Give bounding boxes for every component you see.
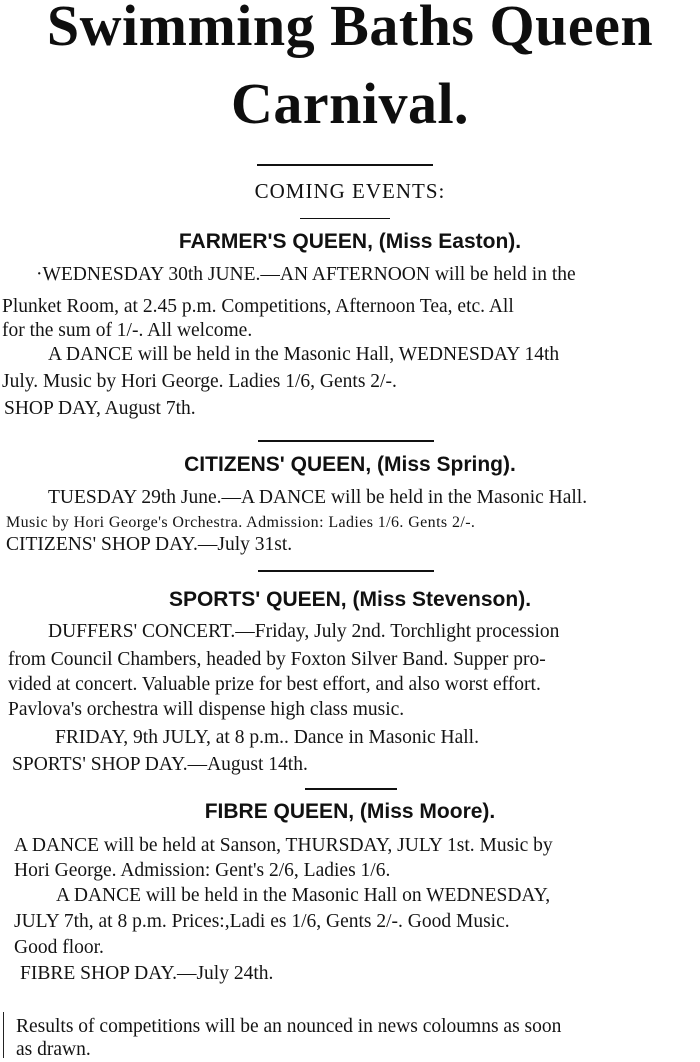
farmers-line: ·WEDNESDAY 30th JUNE.—AN AFTERNOON will be held in the [36,264,576,285]
footer-line: as drawn. [16,1039,91,1060]
farmers-queen-heading [0,230,700,254]
fibre-line: FIBRE SHOP DAY.—July 24th. [20,963,274,984]
citizens-line: TUESDAY 29th June.—A DANCE will be held in the Masonic Hall. [48,487,588,508]
divider-rule [258,440,434,442]
fibre-queen-title: FIBRE QUEEN, [204,800,355,823]
sports-queen-candidate: (Miss Stevenson). [352,588,532,611]
divider-rule [258,570,434,572]
farmers-line: for the sum of 1/-. All welcome. [2,320,253,341]
fibre-queen-heading [0,800,700,824]
margin-bar [3,1012,4,1058]
headline-line-2: Carnival. [230,71,470,136]
sports-line: DUFFERS' CONCERT.—Friday, July 2nd. Torchlight procession [48,621,560,642]
sports-line: from Council Chambers, headed by Foxton Silver Band. Supper pro- [8,649,546,670]
farmers-line: A DANCE will be held in the Masonic Hall, WEDNESDAY 14th [48,344,560,365]
divider-rule-short [300,218,390,219]
sports-line: SPORTS' SHOP DAY.—August 14th. [12,754,308,775]
farmers-queen-candidate: (Miss Easton). [378,230,522,253]
sports-line: FRIDAY, 9th JULY, at 8 p.m.. Dance in Masonic Hall. [55,727,479,748]
fibre-queen-candidate: (Miss Moore). [359,800,496,823]
fibre-line: Good floor. [14,937,104,958]
fibre-line: A DANCE will be held in the Masonic Hall on WEDNESDAY, [56,885,551,906]
divider-rule [257,164,433,166]
citizens-line: CITIZENS' SHOP DAY.—July 31st. [6,534,293,555]
sports-line: vided at concert. Valuable prize for best effort, and also worst effort. [8,674,541,695]
fibre-line: A DANCE will be held at Sanson, THURSDAY, JULY 1st. Music by [14,835,553,856]
farmers-line: July. Music by Hori George. Ladies 1/6, Gents 2/-. [2,371,397,392]
citizens-queen-candidate: (Miss Spring). [377,453,516,476]
citizens-line: Music by Hori George's Orchestra. Admission: Ladies 1/6. Gents 2/-. [6,514,476,531]
farmers-queen-title: FARMER'S QUEEN, [178,230,373,253]
sports-queen-heading [0,588,700,612]
citizens-queen-heading [0,453,700,477]
divider-rule-short [305,788,397,790]
footer-line: Results of competitions will be an nounced in news coloumns as soon [16,1016,562,1037]
coming-events-heading: COMING EVENTS: [254,179,446,203]
farmers-line: Plunket Room, at 2.45 p.m. Competitions, Afternoon Tea, etc. All [2,296,514,317]
citizens-queen-title: CITIZENS' QUEEN, [184,453,372,476]
sports-queen-title: SPORTS' QUEEN, [168,588,347,611]
sports-line: Pavlova's orchestra will dispense high class music. [8,699,405,720]
farmers-line: SHOP DAY, August 7th. [4,398,196,419]
fibre-line: Hori George. Admission: Gent's 2/6, Ladies 1/6. [14,860,391,881]
headline-line-1: Swimming Baths Queen [46,0,654,58]
fibre-line: JULY 7th, at 8 p.m. Prices:,Ladi es 1/6, Gents 2/-. Good Music. [14,911,510,932]
